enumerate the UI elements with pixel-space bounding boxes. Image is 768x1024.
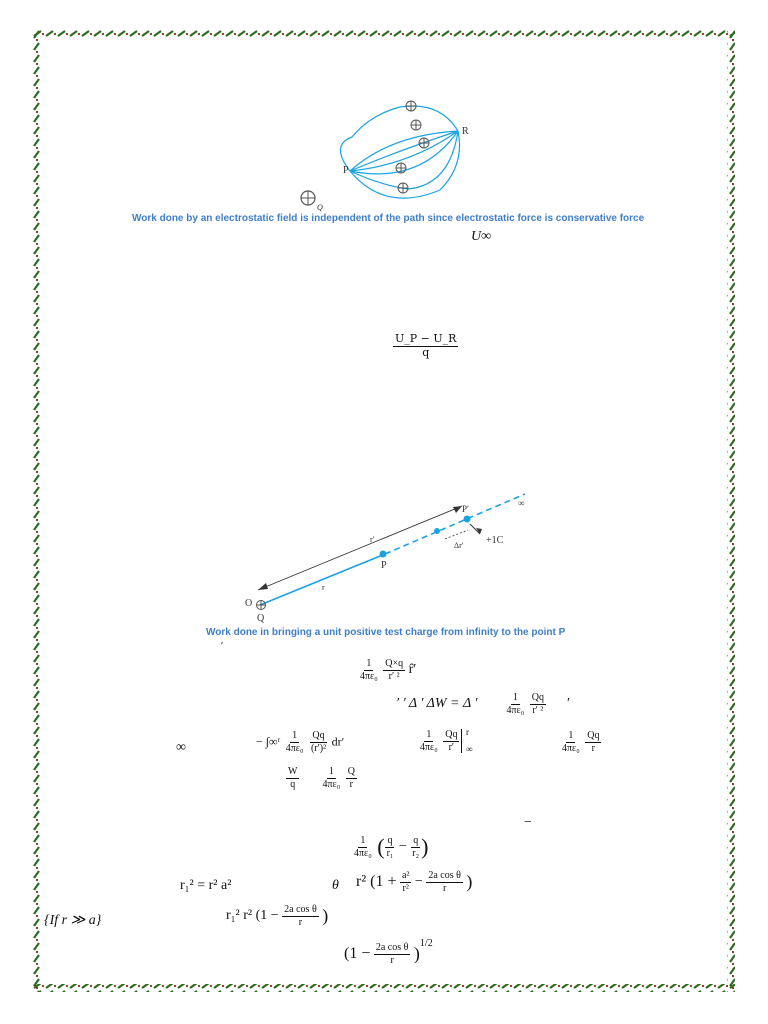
label-O: O: [245, 598, 253, 609]
difference-minus: −: [398, 839, 407, 854]
power-exponent: 1/2: [419, 937, 433, 949]
cosine-rule-open: r² (1 +: [356, 873, 397, 890]
infinity-symbol: ∞: [176, 740, 186, 755]
fraction-numerator: Qq: [445, 729, 458, 741]
unit-vector: r̂′: [408, 662, 417, 678]
theta-symbol: θ: [332, 878, 339, 893]
label-R: R: [462, 126, 469, 137]
label-P: P: [343, 165, 349, 176]
label-p-prime: P′: [462, 504, 469, 514]
fraction-numerator: 2a cos θ: [375, 942, 409, 953]
cosine-rule-rhs: [356, 870, 472, 894]
power-open: (1 −: [344, 945, 371, 962]
fraction-denominator: 4πε₀: [420, 741, 438, 753]
approximation-lhs: r₁² r² (1 −: [226, 908, 279, 923]
label-Q2: Q: [257, 613, 265, 624]
fraction-denominator: 4πε₀: [506, 704, 525, 716]
fraction-numerator: 1: [360, 835, 366, 846]
fraction-denominator: 4πε₀: [562, 742, 580, 754]
fraction-denominator: 4πε₀: [322, 778, 341, 790]
fraction-denominator: r′ ²: [388, 670, 400, 682]
fraction-numerator: Qq: [531, 692, 544, 703]
fraction-denominator: (r′)²: [310, 742, 327, 754]
fraction-denominator: 4πε₀: [354, 847, 372, 859]
fraction-numerator: 1: [292, 730, 298, 741]
fraction-denominator: r₁: [386, 847, 394, 859]
fraction-denominator: 4πε₀: [360, 670, 378, 682]
approximation-equation: [226, 904, 328, 928]
fraction-denominator: r: [442, 882, 447, 894]
fraction-numerator: 1: [426, 729, 432, 741]
differential: dr′: [331, 734, 345, 749]
work-element-suffix: ′: [566, 696, 571, 711]
fraction-numerator: Qq: [312, 730, 325, 741]
label-delta-r: Δr′: [454, 541, 464, 550]
label-infinity: ∞: [518, 498, 525, 508]
fraction-denominator: r′: [448, 741, 455, 753]
fraction-numerator: q: [387, 835, 393, 846]
fraction-numerator: 1: [512, 692, 518, 703]
power-close: ): [413, 943, 420, 964]
fraction-numerator: 2a cos θ: [284, 904, 317, 915]
fraction-denominator: r: [298, 916, 303, 928]
fraction-denominator: q: [422, 345, 430, 359]
upper-limit: r: [465, 727, 469, 737]
fraction-numerator: 1: [366, 658, 372, 669]
fraction-numerator: a²: [401, 870, 410, 881]
coulomb-force-equation: [358, 658, 416, 682]
fraction-numerator: Q: [347, 766, 355, 777]
fraction-denominator: r²: [402, 882, 409, 894]
prime-mark: ′: [221, 641, 224, 652]
work-element-equation: [396, 692, 570, 716]
cosine-rule-close: ): [466, 871, 473, 892]
fraction-numerator: 1: [328, 766, 334, 777]
work-result: [560, 730, 601, 754]
fraction-numerator: Qq: [587, 730, 600, 741]
fraction-numerator: W: [288, 766, 298, 777]
fraction-denominator: r₂: [412, 847, 420, 859]
figure1-caption: Work done by an electrostatic field is independent of the path since electrostatic force is conservative force: [132, 213, 645, 224]
label-Q: Q: [317, 203, 323, 212]
dipole-potential-equation: $\frac{1}{\text{4πε₀}}$ ( $\frac{q}{\text{r₁}}$ − $\frac{q}{\text{r₂}}$ ): [354, 834, 429, 859]
fraction-denominator: 4πε₀: [285, 742, 304, 754]
approximation-condition: {If r ≫ a}: [44, 913, 102, 928]
fraction-denominator: r′ ²: [532, 704, 544, 716]
fraction-numerator: q: [413, 835, 419, 846]
label-unit-charge: +1C: [486, 535, 504, 546]
lower-limit: ∞: [465, 744, 473, 755]
fraction-numerator: 1: [568, 730, 574, 741]
fraction-denominator: r: [349, 778, 353, 790]
fraction-denominator: r: [591, 742, 596, 754]
work-integral: [256, 730, 344, 754]
evaluated-antiderivative: [418, 724, 472, 758]
cosine-rule-minus: −: [414, 874, 423, 889]
fraction-denominator: q: [290, 778, 296, 790]
power-expression: [344, 937, 433, 966]
potential-difference-fraction: [393, 333, 458, 359]
fraction-numerator: Q×q: [385, 658, 404, 669]
u-infinity: U∞: [471, 229, 492, 244]
figure2-caption: Work done in bringing a unit positive test charge from infinity to the point P: [206, 627, 566, 638]
cosine-rule-lhs: r₁² = r² a²: [180, 878, 232, 893]
label-r: r: [322, 583, 325, 592]
fraction-numerator: U_P − U_R: [395, 332, 457, 345]
approximation-close: ): [322, 905, 329, 926]
fraction-denominator: r: [390, 954, 394, 966]
test-charge-diagram: [240, 490, 540, 630]
label-r-prime: r′: [370, 535, 375, 544]
minus-sign: −: [524, 815, 532, 830]
potential-equation: [286, 766, 357, 790]
work-element-prefix: ′ ′ Δ ′ ΔW = Δ ′: [396, 696, 478, 711]
source-charge-Q-icon: [298, 188, 328, 212]
integral-sign: − ∫∞ʳ: [256, 734, 281, 749]
fraction-numerator: 2a cos θ: [428, 870, 461, 881]
label-P2: P: [381, 560, 387, 571]
